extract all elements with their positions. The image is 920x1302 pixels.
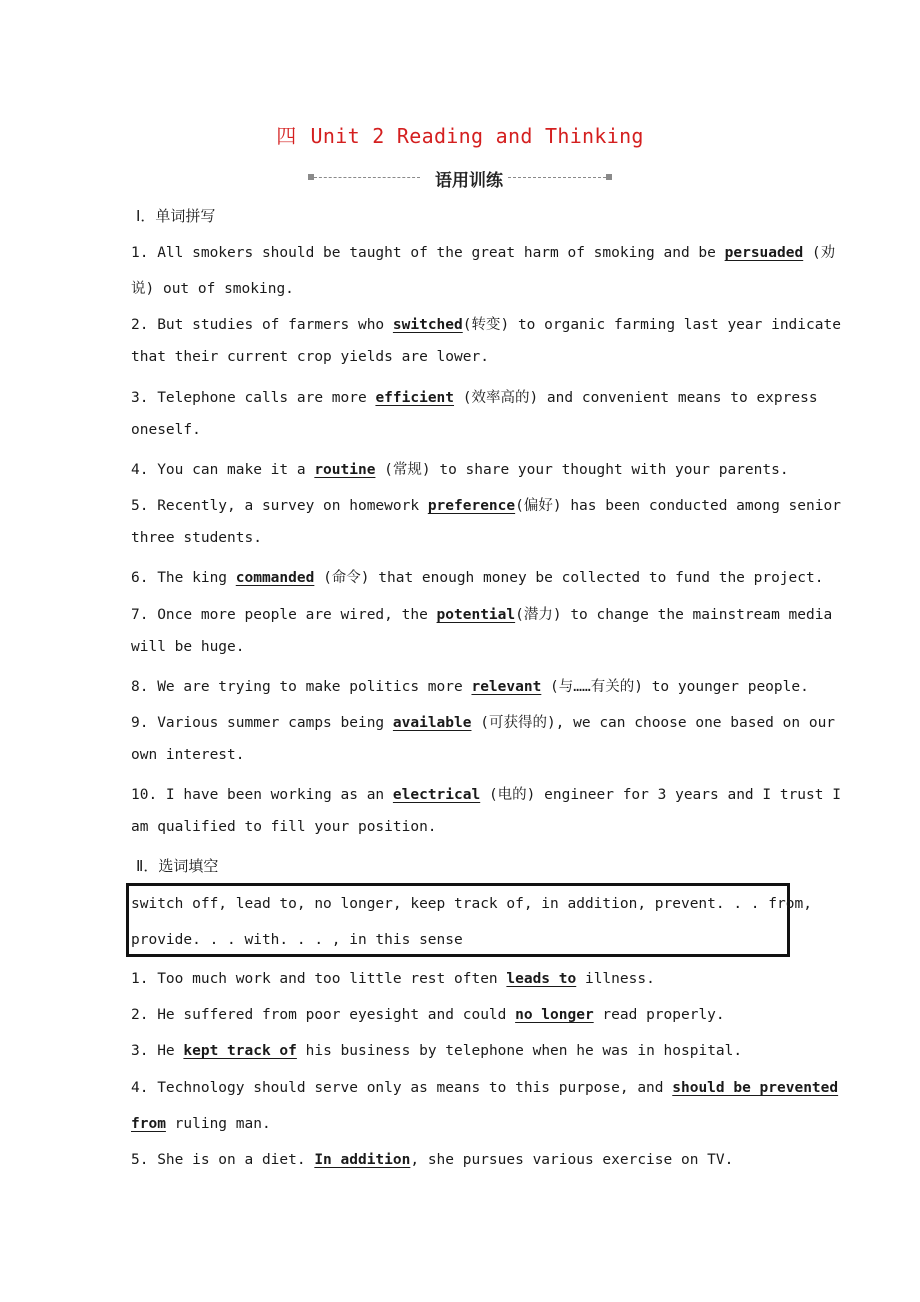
s2-item-1: 1. Too much work and too little rest often leads to illness. — [131, 971, 655, 987]
answer: leads to — [506, 971, 577, 987]
s1-item-9-cont: own interest. — [131, 747, 245, 763]
s1-item-9: 9. Various summer camps being available (可获得的), we can choose one based on our — [131, 715, 836, 731]
s1-item-5-cont: three students. — [131, 530, 262, 546]
answer: no longer — [515, 1007, 594, 1023]
lesson-title: Unit 2 Reading and Thinking — [310, 124, 644, 148]
s2-item-4-cont: from ruling man. — [131, 1116, 271, 1132]
s1-item-3: 3. Telephone calls are more efficient (效率高的) and convenient means to express — [131, 390, 818, 406]
answer: electrical — [392, 787, 481, 803]
answer: relevant — [471, 679, 542, 695]
s1-item-4: 4. You can make it a routine (常规) to share your thought with your parents. — [131, 462, 789, 478]
answer: efficient — [375, 390, 455, 406]
s2-item-2: 2. He suffered from poor eyesight and could no longer read properly. — [131, 1007, 725, 1023]
answer: persuaded — [724, 245, 804, 261]
answer: potential — [436, 607, 516, 623]
answer: switched — [392, 317, 463, 333]
page-title — [0, 120, 920, 149]
s1-item-2-cont: that their current crop yields are lower. — [131, 349, 489, 365]
banner-right-line — [508, 177, 606, 178]
s2-item-5: 5. She is on a diet. In addition, she pursues various exercise on TV. — [131, 1152, 734, 1168]
banner-left-line — [314, 177, 420, 178]
word-bank-line-2: provide. . . with. . . , in this sense — [131, 932, 463, 948]
s1-item-6: 6. The king commanded (命令) that enough money be collected to fund the project. — [131, 570, 824, 586]
answer: commanded — [235, 570, 315, 586]
s1-item-1-cont: 说) out of smoking. — [131, 281, 294, 297]
answer: routine — [314, 462, 376, 478]
s1-item-10: 10. I have been working as an electrical (电的) engineer for 3 years and I trust I — [131, 787, 841, 803]
answer: kept track of — [183, 1043, 297, 1059]
banner-right-square — [606, 174, 612, 180]
s1-item-10-cont: am qualified to fill your position. — [131, 819, 437, 835]
answer: preference — [427, 498, 516, 514]
answer: from — [131, 1116, 166, 1132]
s1-item-7: 7. Once more people are wired, the potential(潜力) to change the mainstream media — [131, 607, 833, 623]
answer: available — [392, 715, 472, 731]
s2-item-4: 4. Technology should serve only as means to this purpose, and should be prevented — [131, 1080, 839, 1096]
banner-label: 语用训练 — [435, 171, 503, 191]
s1-item-2: 2. But studies of farmers who switched(转变) to organic farming last year indicate — [131, 317, 841, 333]
section-banner — [308, 164, 612, 192]
word-bank-line-1: switch off, lead to, no longer, keep track of, in addition, prevent. . . from, — [131, 896, 812, 912]
section2-heading: Ⅱ．选词填空 — [136, 857, 219, 875]
s1-item-1: 1. All smokers should be taught of the great harm of smoking and be persuaded (劝 — [131, 245, 836, 261]
s2-item-3: 3. He kept track of his business by telephone when he was in hospital. — [131, 1043, 743, 1059]
s1-item-8: 8. We are trying to make politics more relevant (与……有关的) to younger people. — [131, 679, 809, 695]
s1-item-7-cont: will be huge. — [131, 639, 245, 655]
answer: should be prevented — [672, 1080, 839, 1096]
answer: In addition — [314, 1152, 411, 1168]
s1-item-5: 5. Recently, a survey on homework preference(偏好) has been conducted among senior — [131, 498, 841, 514]
section1-heading: Ⅰ．单词拼写 — [136, 207, 216, 225]
lesson-number: 四 — [276, 124, 297, 148]
s1-item-3-cont: oneself. — [131, 422, 201, 438]
